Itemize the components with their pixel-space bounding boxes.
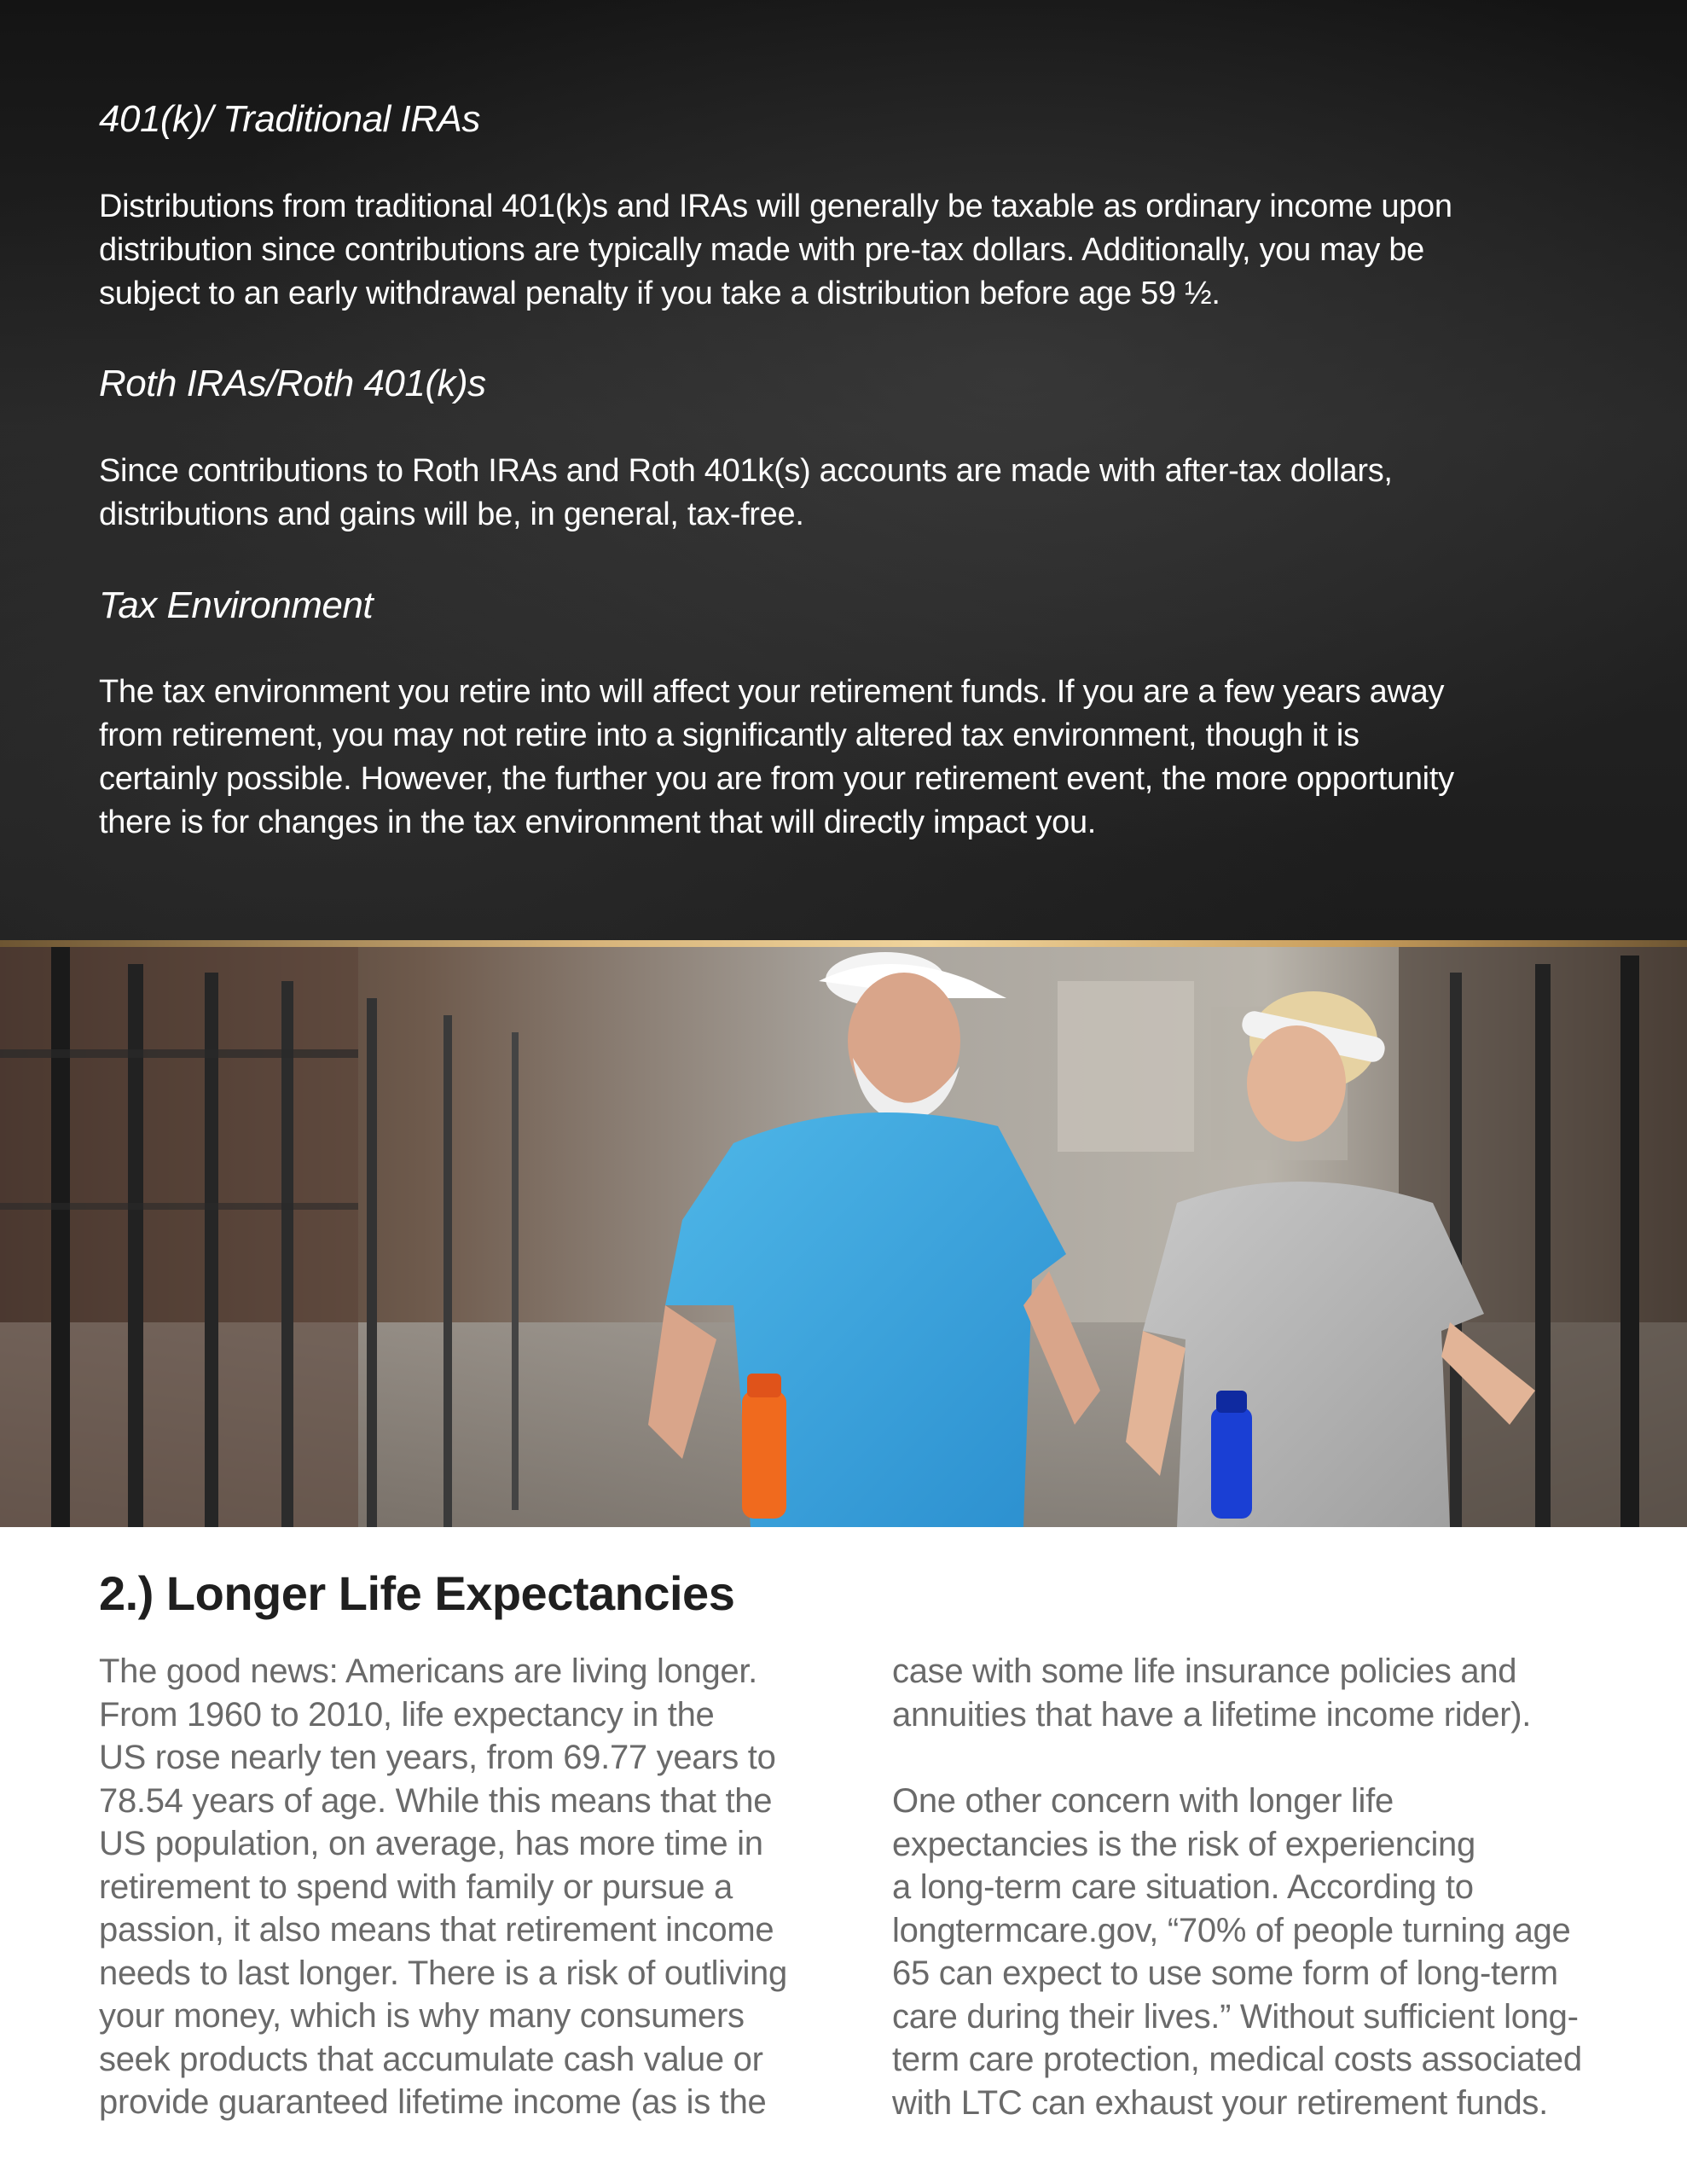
life-right-column-top [892,1650,1609,1736]
tax-environment-heading: Tax Environment [99,584,374,626]
gold-divider [0,940,1687,947]
paragraph-line: from retirement, you may not retire into a significantly altered tax environment, though it is [99,717,1359,753]
tax-environment-paragraph [99,671,1583,845]
paragraph-line: case with some life insurance policies and [892,1653,1517,1690]
paragraph-line: One other concern with longer life [892,1782,1394,1820]
paragraph-line: term care protection, medical costs associated [892,2041,1582,2078]
traditional-ira-heading: 401(k)/ Traditional IRAs [99,98,480,140]
paragraph-line: 65 can expect to use some form of long-term [892,1955,1558,1992]
paragraph-line: distributions and gains will be, in general, tax-free. [99,497,804,532]
paragraph-line: distribution since contributions are typically made with pre-tax dollars. Additionally, you may be [99,232,1425,268]
paragraph-line: retirement to spend with family or pursue a [99,1867,733,1906]
paragraph-line: care during their lives.” Without sufficient long- [892,1997,1579,2036]
paragraph-line: expectancies is the risk of experiencing [892,1825,1475,1863]
paragraph-line: subject to an early withdrawal penalty if you take a distribution before age 59 ½. [99,276,1220,311]
paragraph-line: Since contributions to Roth IRAs and Roth 401k(s) accounts are made with after-tax dollars, [99,453,1393,489]
life-right-column-ltc [892,1780,1609,2124]
paragraph-line: a long-term care situation. According to [892,1868,1474,1906]
paragraph-line: needs to last longer. There is a risk of outliving [99,1954,787,1992]
paragraph-line: passion, it also means that retirement income [99,1911,774,1949]
paragraph-line: with LTC can exhaust your retirement funds. [892,2083,1548,2122]
life-left-column [99,1650,815,2124]
paragraph-line: there is for changes in the tax environment that will directly impact you. [99,804,1097,840]
paragraph-line: The good news: Americans are living longer. [99,1653,757,1690]
traditional-ira-paragraph [99,185,1583,316]
paragraph-line: seek products that accumulate cash value or [99,2040,763,2078]
paragraph-line: certainly possible. However, the further you are from your retirement event, the more opportunity [99,761,1454,797]
roth-paragraph [99,450,1583,537]
life-expectancy-heading: 2.) Longer Life Expectancies [99,1566,735,1620]
tax-considerations-panel [0,0,1687,947]
paragraph-line: provide guaranteed lifetime income (as is the [99,2083,767,2121]
paragraph-line: Distributions from traditional 401(k)s and IRAs will generally be taxable as ordinary income upon [99,189,1452,224]
seniors-jogging-photo [0,947,1687,1527]
paragraph-line: US population, on average, has more time in [99,1825,763,1862]
paragraph-line: 78.54 years of age. While this means that the [99,1781,773,1820]
paragraph-line: longtermcare.gov, “70% of people turning age [892,1911,1571,1949]
paragraph-line: From 1960 to 2010, life expectancy in the [99,1695,715,1734]
paragraph-line: your money, which is why many consumers [99,1997,745,2035]
paragraph-line: annuities that have a lifetime income rider). [892,1695,1532,1734]
roth-heading: Roth IRAs/Roth 401(k)s [99,363,486,404]
paragraph-line: US rose nearly ten years, from 69.77 years to [99,1739,776,1776]
paragraph-line: The tax environment you retire into will affect your retirement funds. If you are a few years away [99,674,1445,710]
